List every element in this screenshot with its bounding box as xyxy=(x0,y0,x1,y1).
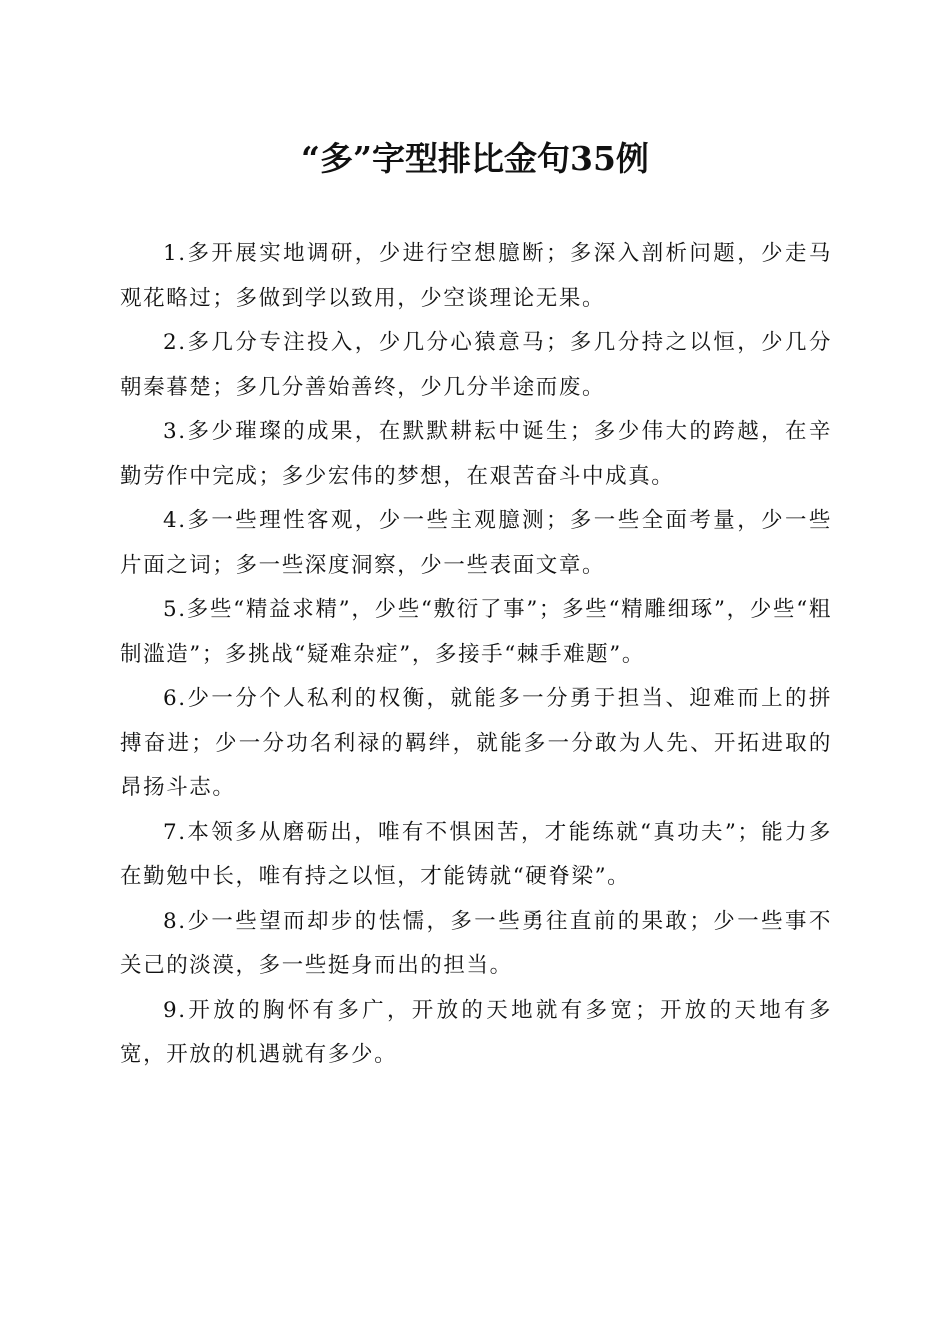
document-body xyxy=(120,232,832,1078)
paragraph-9: 9.开放的胸怀有多广，开放的天地就有多宽；开放的天地有多宽，开放的机遇就有多少。 xyxy=(120,997,832,1067)
paragraph-8: 8.少一些望而却步的怯懦，多一些勇往直前的果敢；少一些事不关己的淡漠，多一些挺身而出的担当。 xyxy=(120,908,832,978)
paragraph-5: 5.多些“精益求精”，少些“敷衍了事”；多些“精雕细琢”，少些“粗制滥造”；多挑战“疑难杂症”，多接手“棘手难题”。 xyxy=(120,597,832,667)
document-title: “多”字型排比金句35例 xyxy=(301,139,649,178)
paragraph-4: 4.多一些理性客观，少一些主观臆测；多一些全面考量，少一些片面之词；多一些深度洞察，少一些表面文章。 xyxy=(120,508,832,578)
paragraph-1: 1.多开展实地调研，少进行空想臆断；多深入剖析问题，少走马观花略过；多做到学以致用，少空谈理论无果。 xyxy=(120,241,832,311)
paragraph-7: 7.本领多从磨砺出，唯有不惧困苦，才能练就“真功夫”；能力多在勤勉中长，唯有持之以恒，才能铸就“硬脊梁”。 xyxy=(120,819,832,889)
paragraph-2: 2.多几分专注投入，少几分心猿意马；多几分持之以恒，少几分朝秦暮楚；多几分善始善终，少几分半途而废。 xyxy=(120,330,832,400)
paragraph-6: 6.少一分个人私利的权衡，就能多一分勇于担当、迎难而上的拼搏奋进；少一分功名利禄的羁绊，就能多一分敢为人先、开拓进取的昂扬斗志。 xyxy=(120,686,832,800)
paragraph-3: 3.多少璀璨的成果，在默默耕耘中诞生；多少伟大的跨越，在辛勤劳作中完成；多少宏伟的梦想，在艰苦奋斗中成真。 xyxy=(120,419,832,489)
